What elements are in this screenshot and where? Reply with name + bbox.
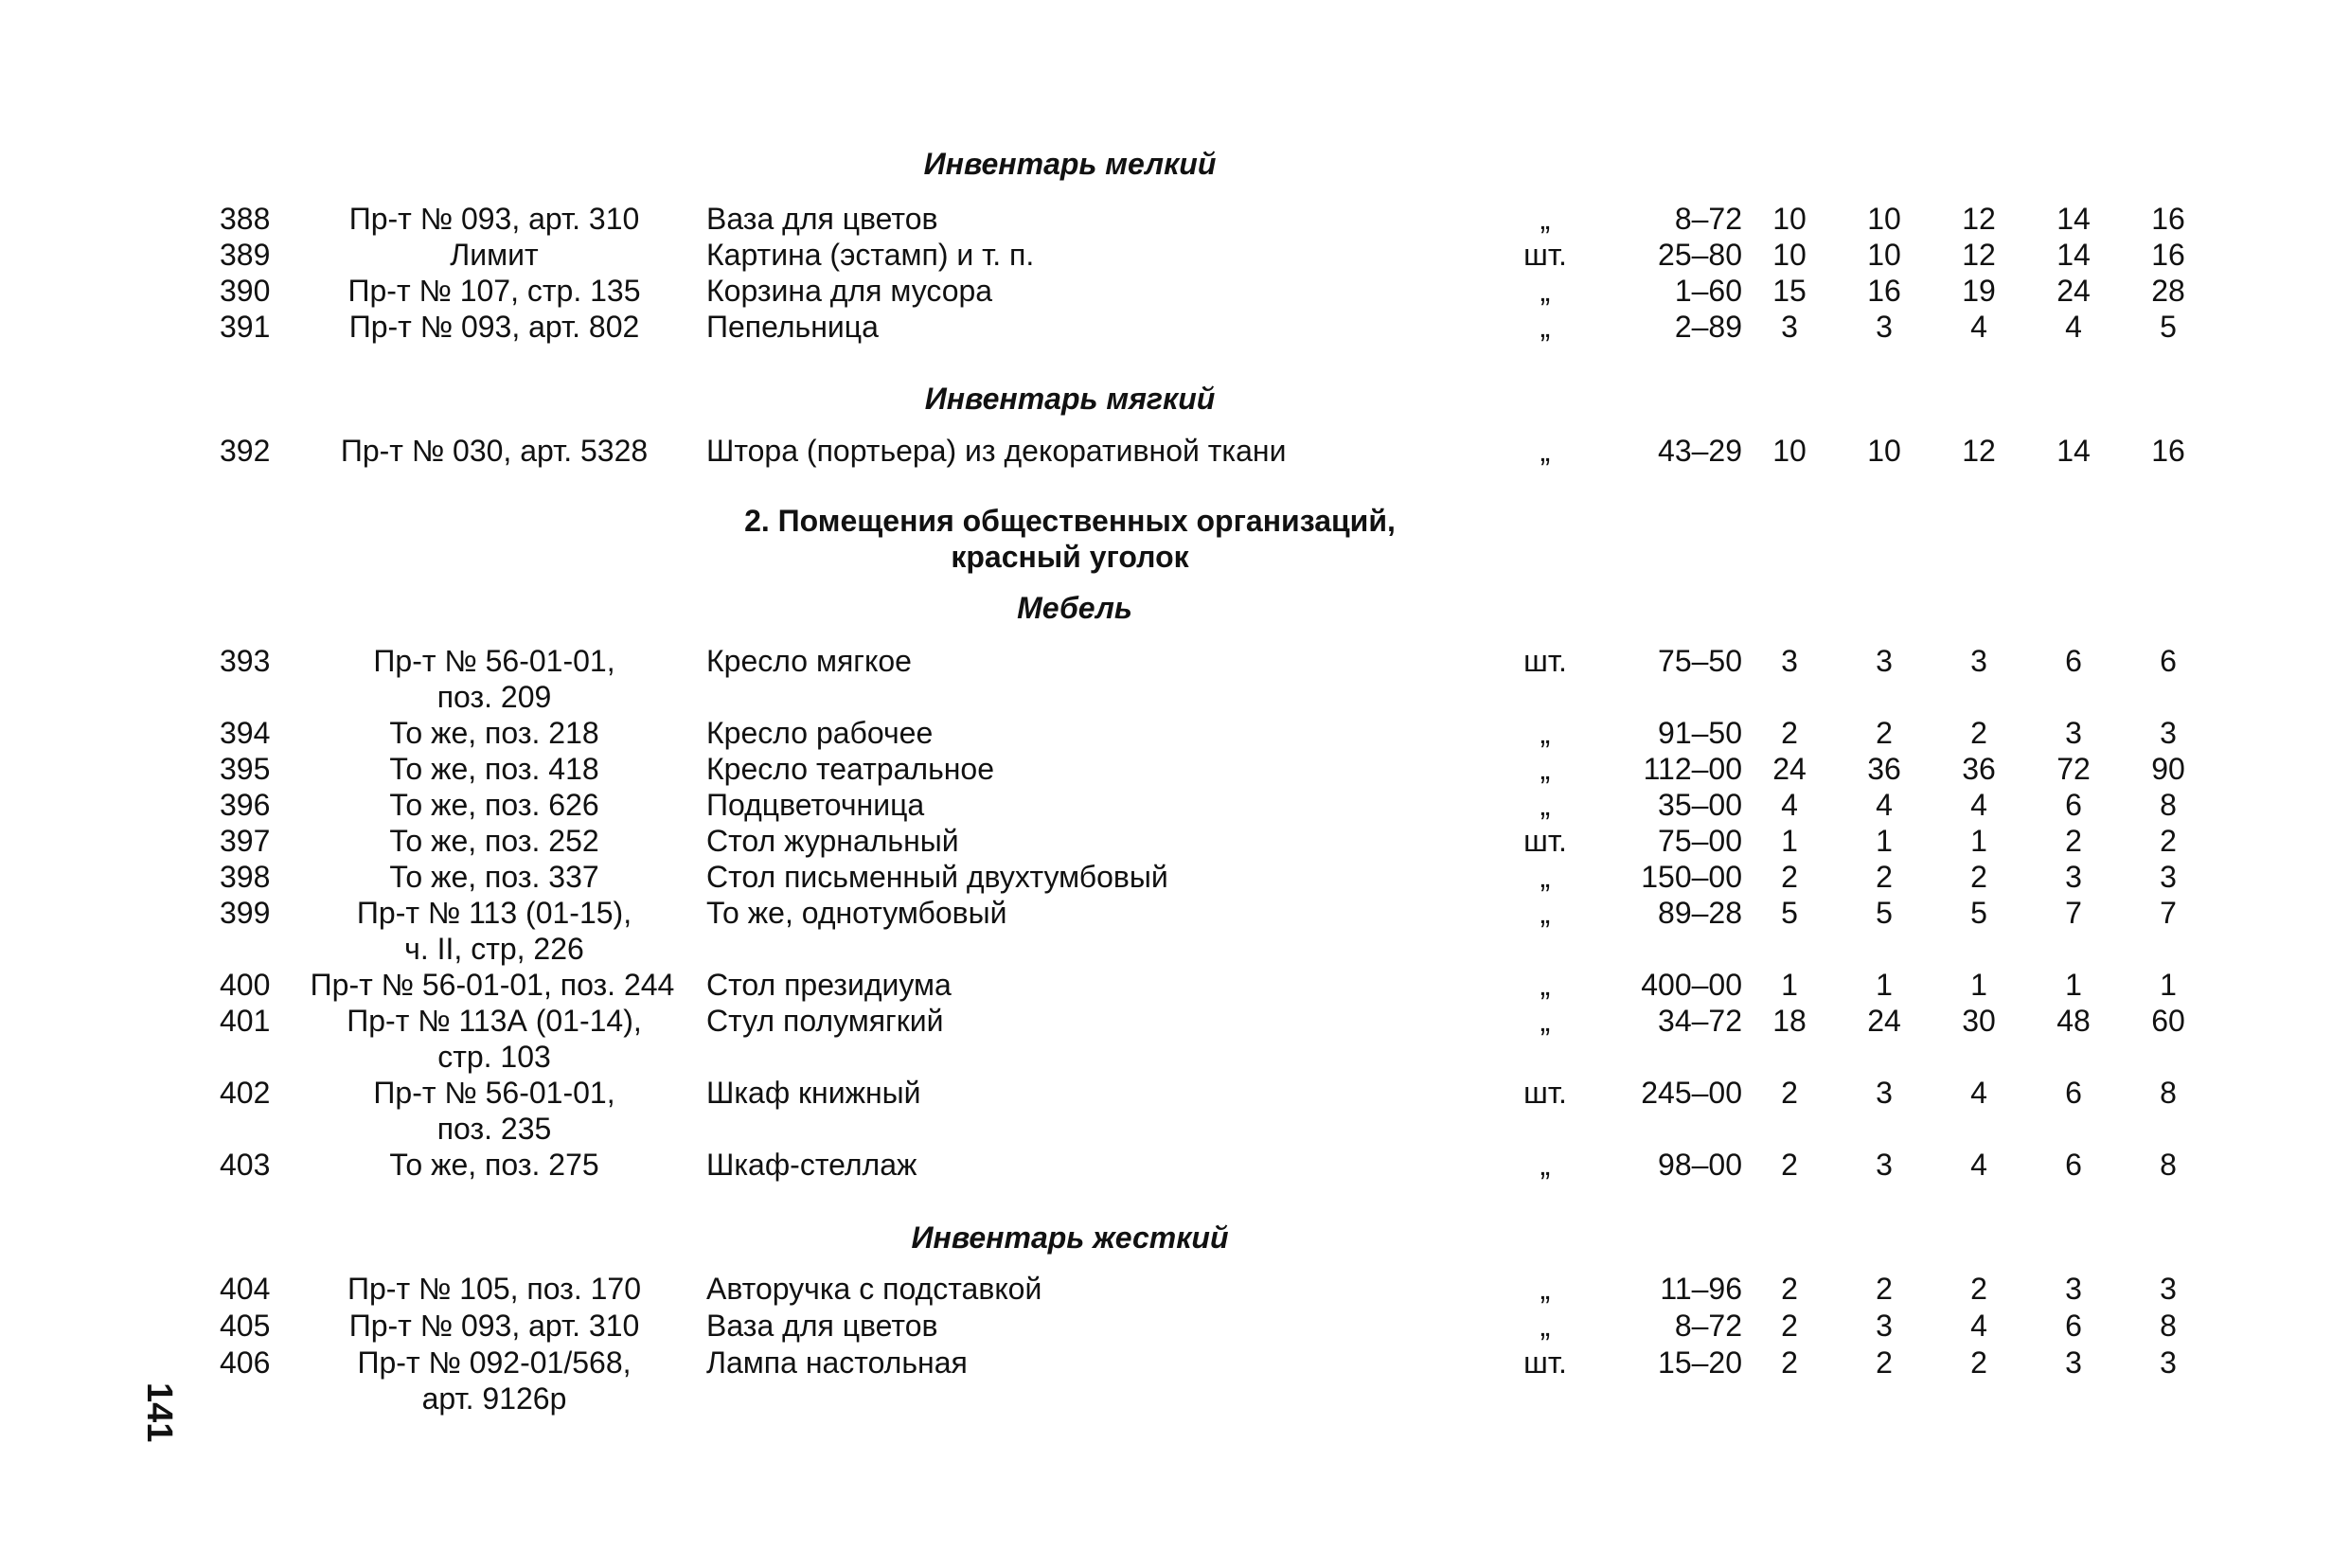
row-qty-2: 36 [1867, 752, 1901, 786]
row-qty-3: 4 [1970, 788, 1987, 822]
row-qty-4: 6 [2065, 788, 2082, 822]
row-qty-1: 2 [1781, 860, 1798, 894]
row-qty-2: 3 [1876, 1148, 1893, 1182]
row-qty-5: 16 [2151, 238, 2185, 272]
row-qty-3: 4 [1970, 1076, 1987, 1110]
row-qty-1: 2 [1781, 1076, 1798, 1110]
row-number: 399 [220, 896, 271, 930]
row-qty-4: 3 [2065, 1272, 2082, 1306]
row-unit: „ [1540, 896, 1551, 930]
row-unit: „ [1540, 1272, 1551, 1306]
row-qty-4: 3 [2065, 1345, 2082, 1380]
row-price: 98–00 [1658, 1148, 1742, 1182]
row-price: 2–89 [1674, 310, 1742, 344]
table-row [0, 750, 2350, 788]
row-source: Пр-т № 092-01/568, [357, 1345, 632, 1380]
row-item-name: То же, однотумбовый [706, 896, 1007, 930]
row-qty-2: 1 [1876, 968, 1893, 1002]
row-item-name: Ваза для цветов [706, 1309, 938, 1343]
row-qty-4: 7 [2065, 896, 2082, 930]
row-qty-4: 6 [2065, 1076, 2082, 1110]
page-number-text: 141 [139, 1382, 179, 1443]
row-source: То же, поз. 337 [389, 860, 599, 894]
row-qty-4: 72 [2056, 752, 2091, 786]
row-qty-4: 6 [2065, 1309, 2082, 1343]
row-qty-1: 15 [1772, 274, 1807, 308]
row-qty-5: 3 [2160, 1345, 2177, 1380]
row-qty-2: 3 [1876, 310, 1893, 344]
row-unit: шт. [1523, 644, 1567, 678]
row-source: Пр-т № 56-01-01, [373, 644, 615, 678]
row-source: Пр-т № 105, поз. 170 [347, 1272, 641, 1306]
row-item-name: Авторучка с подставкой [706, 1272, 1042, 1306]
table-row-continuation [0, 1380, 2350, 1417]
row-qty-2: 16 [1867, 274, 1901, 308]
row-source: Пр-т № 56-01-01, [373, 1076, 615, 1110]
row-qty-3: 12 [1962, 238, 1996, 272]
table-row [0, 272, 2350, 310]
row-price: 8–72 [1674, 1309, 1742, 1343]
table-row [0, 308, 2350, 346]
row-item-name: Пепельница [706, 310, 879, 344]
table-row [0, 1074, 2350, 1112]
row-qty-4: 14 [2056, 238, 2091, 272]
row-qty-1: 2 [1781, 716, 1798, 750]
row-item-name: Лампа настольная [706, 1345, 968, 1380]
row-qty-4: 3 [2065, 716, 2082, 750]
table-row [0, 894, 2350, 932]
section-heading-text: Инвентарь мягкий [924, 382, 1216, 416]
row-price: 34–72 [1658, 1004, 1742, 1038]
table-row [0, 966, 2350, 1004]
row-item-name: Картина (эстамп) и т. п. [706, 238, 1035, 272]
table-row [0, 200, 2350, 238]
row-price: 8–72 [1674, 202, 1742, 236]
row-qty-3: 2 [1970, 860, 1987, 894]
row-source: Пр-т № 093, арт. 310 [348, 1309, 640, 1343]
row-qty-2: 2 [1876, 860, 1893, 894]
row-source: Пр-т № 107, стр. 135 [347, 274, 641, 308]
table-row-continuation [0, 678, 2350, 716]
row-qty-3: 2 [1970, 716, 1987, 750]
row-qty-5: 8 [2160, 788, 2177, 822]
section-heading-line-1: 2. Помещения общественных организаций, [744, 504, 1396, 538]
row-source-continued: поз. 209 [436, 680, 552, 714]
row-price: 91–50 [1658, 716, 1742, 750]
row-price: 25–80 [1658, 238, 1742, 272]
row-source-continued: стр. 103 [437, 1040, 551, 1074]
table-row [0, 822, 2350, 860]
row-price: 112–00 [1643, 752, 1742, 786]
row-unit: „ [1540, 860, 1551, 894]
row-qty-5: 16 [2151, 202, 2185, 236]
row-qty-5: 8 [2160, 1076, 2177, 1110]
row-price: 15–20 [1658, 1345, 1742, 1380]
table-row-continuation [0, 930, 2350, 968]
row-qty-4: 4 [2065, 310, 2082, 344]
row-qty-5: 7 [2160, 896, 2177, 930]
row-qty-3: 4 [1970, 1148, 1987, 1182]
row-number: 388 [220, 202, 271, 236]
row-source: Пр-т № 093, арт. 802 [348, 310, 640, 344]
row-qty-1: 1 [1781, 824, 1798, 858]
table-row [0, 858, 2350, 896]
row-number: 403 [220, 1148, 271, 1182]
row-qty-1: 1 [1781, 968, 1798, 1002]
row-item-name: Стул полумягкий [706, 1004, 944, 1038]
row-qty-1: 3 [1781, 644, 1798, 678]
row-number: 396 [220, 788, 271, 822]
row-item-name: Шкаф книжный [706, 1076, 921, 1110]
row-source-continued: ч. II, стр, 226 [404, 932, 584, 966]
row-qty-4: 24 [2056, 274, 2091, 308]
row-qty-4: 3 [2065, 860, 2082, 894]
row-number: 402 [220, 1076, 271, 1110]
row-source: Пр-т № 030, арт. 5328 [340, 434, 649, 468]
row-price: 89–28 [1658, 896, 1742, 930]
table-row [0, 1002, 2350, 1040]
row-qty-2: 5 [1876, 896, 1893, 930]
row-qty-4: 6 [2065, 1148, 2082, 1182]
row-unit: „ [1540, 310, 1551, 344]
row-qty-4: 14 [2056, 434, 2091, 468]
row-number: 406 [220, 1345, 271, 1380]
row-item-name: Корзина для мусора [706, 274, 993, 308]
row-unit: „ [1540, 1309, 1551, 1343]
row-item-name: Стол журнальный [706, 824, 959, 858]
row-qty-1: 3 [1781, 310, 1798, 344]
section-heading-line-2: красный уголок [951, 540, 1189, 574]
row-source: Пр-т № 56-01-01, поз. 244 [310, 968, 675, 1002]
row-price: 75–00 [1658, 824, 1742, 858]
row-qty-5: 16 [2151, 434, 2185, 468]
row-qty-3: 5 [1970, 896, 1987, 930]
row-item-name: Шкаф-стеллаж [706, 1148, 917, 1182]
table-row [0, 1146, 2350, 1184]
table-row [0, 786, 2350, 824]
row-price: 35–00 [1658, 788, 1742, 822]
row-qty-2: 10 [1867, 238, 1901, 272]
table-row [0, 236, 2350, 274]
row-price: 11–96 [1660, 1272, 1742, 1306]
row-unit: „ [1540, 716, 1551, 750]
row-unit: „ [1540, 968, 1551, 1002]
row-number: 394 [220, 716, 271, 750]
row-qty-1: 2 [1781, 1272, 1798, 1306]
row-price: 400–00 [1641, 968, 1742, 1002]
row-qty-2: 2 [1876, 1345, 1893, 1380]
row-qty-5: 8 [2160, 1148, 2177, 1182]
row-item-name: Подцветочница [706, 788, 925, 822]
row-qty-3: 4 [1970, 1309, 1987, 1343]
row-qty-3: 12 [1962, 434, 1996, 468]
row-item-name: Кресло театральное [706, 752, 994, 786]
row-unit: „ [1540, 274, 1551, 308]
row-qty-1: 10 [1772, 238, 1807, 272]
row-source-continued: арт. 9126р [421, 1381, 567, 1416]
row-number: 392 [220, 434, 271, 468]
table-row [0, 1307, 2350, 1345]
row-qty-4: 6 [2065, 644, 2082, 678]
row-item-name: Стол президиума [706, 968, 952, 1002]
row-price: 75–50 [1658, 644, 1742, 678]
row-number: 401 [220, 1004, 271, 1038]
row-item-name: Стол письменный двухтумбовый [706, 860, 1168, 894]
row-number: 391 [220, 310, 271, 344]
row-qty-2: 1 [1876, 824, 1893, 858]
row-unit: „ [1540, 788, 1551, 822]
row-qty-1: 10 [1772, 202, 1807, 236]
row-item-name: Кресло мягкое [706, 644, 912, 678]
row-unit: шт. [1523, 824, 1567, 858]
section-heading-text: Мебель [1017, 591, 1132, 625]
row-qty-2: 3 [1876, 1076, 1893, 1110]
row-qty-5: 6 [2160, 644, 2177, 678]
row-qty-4: 1 [2065, 968, 2082, 1002]
row-qty-1: 4 [1781, 788, 1798, 822]
row-qty-3: 1 [1970, 824, 1987, 858]
row-qty-4: 2 [2065, 824, 2082, 858]
row-unit: „ [1540, 1148, 1551, 1182]
row-price: 1–60 [1674, 274, 1742, 308]
table-row [0, 432, 2350, 470]
row-qty-3: 30 [1962, 1004, 1996, 1038]
row-item-name: Ваза для цветов [706, 202, 938, 236]
row-price: 245–00 [1641, 1076, 1742, 1110]
row-qty-1: 18 [1772, 1004, 1807, 1038]
table-row [0, 642, 2350, 680]
row-number: 405 [220, 1309, 271, 1343]
row-qty-4: 48 [2056, 1004, 2091, 1038]
row-source: Пр-т № 113 (01-15), [356, 896, 632, 930]
row-qty-3: 2 [1970, 1272, 1987, 1306]
row-number: 400 [220, 968, 271, 1002]
row-qty-5: 28 [2151, 274, 2185, 308]
row-source: То же, поз. 418 [389, 752, 599, 786]
row-unit: „ [1540, 752, 1551, 786]
row-qty-5: 2 [2160, 824, 2177, 858]
row-price: 43–29 [1658, 434, 1742, 468]
row-qty-2: 3 [1876, 644, 1893, 678]
row-qty-3: 36 [1962, 752, 1996, 786]
row-qty-5: 3 [2160, 716, 2177, 750]
row-qty-5: 1 [2160, 968, 2177, 1002]
row-qty-5: 5 [2160, 310, 2177, 344]
row-qty-3: 3 [1970, 644, 1987, 678]
row-qty-3: 2 [1970, 1345, 1987, 1380]
row-number: 395 [220, 752, 271, 786]
row-qty-5: 90 [2151, 752, 2185, 786]
table-row [0, 1344, 2350, 1381]
row-qty-5: 3 [2160, 1272, 2177, 1306]
section-heading-text: Инвентарь жесткий [911, 1221, 1229, 1255]
row-qty-2: 10 [1867, 202, 1901, 236]
row-qty-1: 2 [1781, 1148, 1798, 1182]
row-unit: шт. [1523, 1345, 1567, 1380]
row-qty-1: 24 [1772, 752, 1807, 786]
table-row-continuation [0, 1038, 2350, 1076]
row-price: 150–00 [1641, 860, 1742, 894]
row-unit: „ [1540, 1004, 1551, 1038]
row-qty-2: 2 [1876, 716, 1893, 750]
row-item-name: Кресло рабочее [706, 716, 934, 750]
row-qty-2: 3 [1876, 1309, 1893, 1343]
row-source: То же, поз. 626 [389, 788, 599, 822]
row-qty-1: 2 [1781, 1309, 1798, 1343]
row-unit: шт. [1523, 1076, 1567, 1110]
row-unit: шт. [1523, 238, 1567, 272]
row-number: 398 [220, 860, 271, 894]
row-unit: „ [1540, 434, 1551, 468]
row-number: 397 [220, 824, 271, 858]
table-row-continuation [0, 1110, 2350, 1148]
section-heading-text: Инвентарь мелкий [923, 147, 1217, 181]
row-source: Пр-т № 113А (01-14), [347, 1004, 642, 1038]
row-number: 393 [220, 644, 271, 678]
row-number: 404 [220, 1272, 271, 1306]
row-qty-2: 10 [1867, 434, 1901, 468]
row-source-continued: поз. 235 [436, 1112, 552, 1146]
table-row [0, 1270, 2350, 1308]
row-qty-1: 5 [1781, 896, 1798, 930]
row-qty-3: 19 [1962, 274, 1996, 308]
row-qty-4: 14 [2056, 202, 2091, 236]
row-number: 389 [220, 238, 271, 272]
row-qty-3: 4 [1970, 310, 1987, 344]
row-source: То же, поз. 218 [389, 716, 599, 750]
row-number: 390 [220, 274, 271, 308]
row-qty-3: 12 [1962, 202, 1996, 236]
row-qty-2: 2 [1876, 1272, 1893, 1306]
row-source: То же, поз. 252 [389, 824, 599, 858]
row-item-name: Штора (портьера) из декоративной ткани [706, 434, 1287, 468]
row-qty-5: 8 [2160, 1309, 2177, 1343]
table-row [0, 714, 2350, 752]
row-unit: „ [1540, 202, 1551, 236]
row-qty-5: 3 [2160, 860, 2177, 894]
row-qty-5: 60 [2151, 1004, 2185, 1038]
row-source: Лимит [450, 238, 539, 272]
row-qty-2: 24 [1867, 1004, 1901, 1038]
row-qty-1: 10 [1772, 434, 1807, 468]
row-qty-1: 2 [1781, 1345, 1798, 1380]
row-qty-3: 1 [1970, 968, 1987, 1002]
row-qty-2: 4 [1876, 788, 1893, 822]
row-source: То же, поз. 275 [389, 1148, 599, 1182]
row-source: Пр-т № 093, арт. 310 [348, 202, 640, 236]
